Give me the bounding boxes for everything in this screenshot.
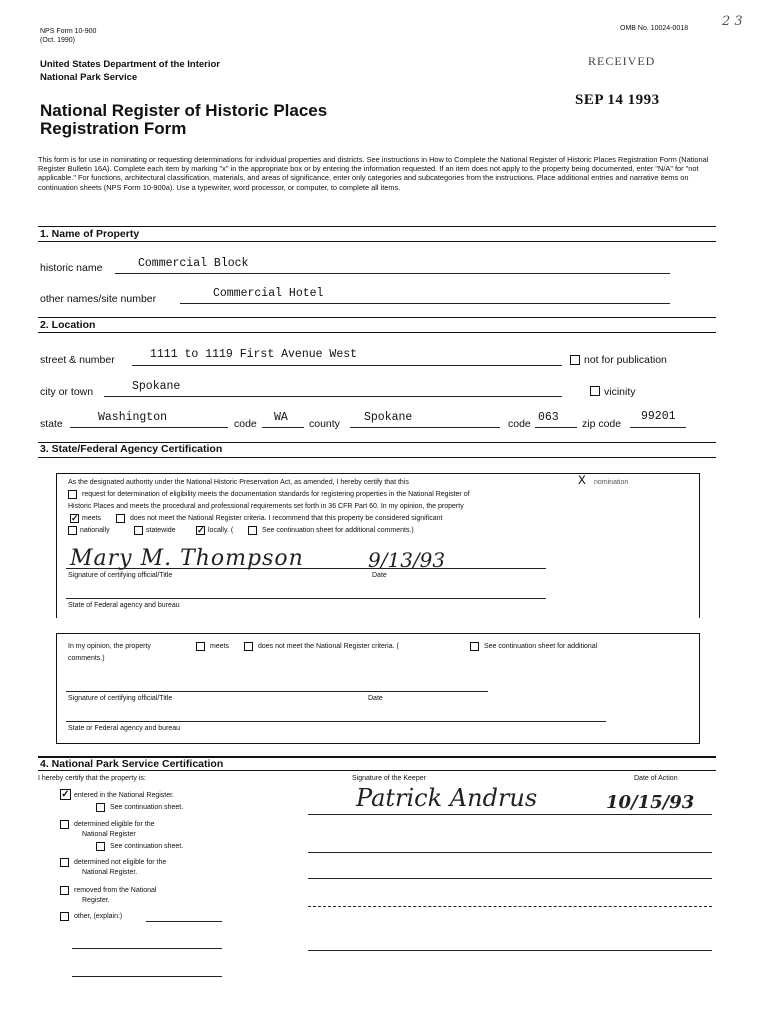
- signature-line-2: [66, 691, 488, 692]
- does-not-meet-label: does not meet the National Register criteria. I recommend that this property be considered significant: [130, 515, 443, 522]
- certification-date-value[interactable]: 9/13/93: [368, 548, 446, 572]
- county-code-line: [535, 427, 577, 428]
- removed-label-1: removed from the National: [74, 887, 157, 894]
- entered-label: entered in the National Register.: [74, 792, 175, 799]
- omb-number: OMB No. 10024-0018: [620, 25, 689, 32]
- eligible-label-2: National Register: [82, 831, 136, 838]
- keeper-line-5: [308, 950, 712, 951]
- agency-label-2: State or Federal agency and bureau: [68, 725, 181, 732]
- cert-line2: request for determination of eligibility meets the documentation standards for registering properties in the National Register of: [82, 491, 470, 498]
- historic-name-value[interactable]: Commercial Block: [138, 257, 249, 270]
- keeper-line-4: [308, 906, 712, 907]
- received-date-stamp: SEP 14 1993: [575, 92, 660, 108]
- vicinity-label: vicinity: [604, 386, 636, 398]
- opinion-meets-label: meets: [210, 643, 230, 650]
- state-code-value[interactable]: WA: [274, 411, 288, 424]
- other-names-line: [180, 303, 670, 304]
- continuation-sheet-label-2: See continuation sheet for additional: [484, 643, 598, 650]
- zip-label: zip code: [582, 418, 622, 430]
- not-for-publication-label: not for publication: [584, 354, 667, 366]
- request-determination-checkbox[interactable]: [68, 490, 77, 499]
- zip-value[interactable]: 99201: [641, 410, 676, 423]
- entered-continuation-label: See continuation sheet.: [110, 804, 184, 811]
- corner-mark: 2 3: [722, 14, 743, 29]
- vicinity-checkbox[interactable]: [590, 386, 600, 396]
- opinion-line2: comments.): [68, 655, 105, 662]
- date-of-action-value[interactable]: 10/15/93: [606, 792, 695, 813]
- cert-line3: Historic Places and meets the procedural and professional requirements set forth in 36 CFR Part 60. In my opinion, the property: [68, 503, 464, 510]
- not-eligible-checkbox[interactable]: [60, 858, 69, 867]
- historic-name-line: [115, 273, 670, 274]
- does-not-meet-checkbox[interactable]: [116, 514, 125, 523]
- county-value[interactable]: Spokane: [364, 411, 413, 424]
- eligible-continuation-label: See continuation sheet.: [110, 843, 184, 850]
- opinion-line1: In my opinion, the property: [68, 643, 151, 650]
- date-of-action-label: Date of Action: [634, 775, 678, 782]
- keeper-signature-label: Signature of the Keeper: [352, 775, 426, 782]
- opinion-meets-checkbox[interactable]: [196, 642, 205, 651]
- street-line: [132, 365, 562, 366]
- locally-label: locally. (: [208, 527, 234, 534]
- entered-checkbox[interactable]: ✓: [61, 789, 70, 800]
- service-name: National Park Service: [40, 72, 138, 83]
- section4-bottom-rule: [38, 770, 716, 771]
- explain-line-2: [72, 976, 222, 977]
- county-code-value[interactable]: 063: [538, 411, 559, 424]
- form-title-line1: National Register of Historic Places: [40, 101, 328, 120]
- removed-label-2: Register.: [82, 897, 110, 904]
- section2-top-rule: [38, 317, 716, 318]
- nationally-label: nationally: [80, 527, 110, 534]
- form-number: NPS Form 10-900: [40, 28, 97, 35]
- opinion-not-meet-checkbox[interactable]: [244, 642, 253, 651]
- removed-checkbox[interactable]: [60, 886, 69, 895]
- keeper-line-2: [308, 852, 712, 853]
- agency-line-2: [66, 721, 606, 722]
- meets-label: meets: [82, 515, 102, 522]
- agency-line-1: [66, 598, 546, 599]
- form-date: (Oct. 1990): [40, 37, 76, 44]
- keeper-signature[interactable]: Patrick Andrus: [356, 784, 538, 812]
- form-title-line2: Registration Form: [40, 119, 187, 138]
- section2-bottom-rule: [38, 332, 716, 333]
- other-names-label: other names/site number: [40, 293, 157, 305]
- county-label: county: [309, 418, 340, 430]
- explain-line-1: [72, 948, 222, 949]
- date-label-2: Date: [368, 695, 383, 702]
- keeper-line-3: [308, 878, 712, 879]
- other-checkbox[interactable]: [60, 912, 69, 921]
- certifying-official-signature[interactable]: Mary M. Thompson: [70, 546, 304, 571]
- eligible-checkbox[interactable]: [60, 820, 69, 829]
- not-eligible-label-2: National Register.: [82, 869, 138, 876]
- continuation-sheet-checkbox-1[interactable]: [248, 526, 257, 535]
- cert-nomination-mark[interactable]: X: [578, 473, 586, 488]
- keeper-line-1: [308, 814, 712, 815]
- opinion-not-meet-label: does not meet the National Register criteria. (: [258, 643, 399, 650]
- zip-line: [630, 427, 686, 428]
- state-code-label: code: [234, 418, 257, 430]
- street-label: street & number: [40, 354, 115, 366]
- state-code-line: [262, 427, 304, 428]
- statewide-label: statewide: [146, 527, 176, 534]
- received-stamp: RECEIVED: [588, 54, 656, 68]
- section1-bottom-rule: [38, 241, 716, 242]
- signature-label-1: Signature of certifying official/Title: [68, 572, 173, 579]
- cert-line1: As the designated authority under the National Historic Preservation Act, as amended, I hereby certify that this: [68, 479, 409, 486]
- nationally-checkbox[interactable]: [68, 526, 77, 535]
- continuation-sheet-label-1: See continuation sheet for additional comments.): [262, 527, 414, 534]
- eligible-continuation-checkbox[interactable]: [96, 842, 105, 851]
- county-code-label: code: [508, 418, 531, 430]
- other-explain-line: [146, 921, 222, 922]
- nps-intro: I hereby certify that the property is:: [38, 775, 146, 782]
- eligible-label-1: determined eligible for the: [74, 821, 155, 828]
- not-eligible-label-1: determined not eligible for the: [74, 859, 167, 866]
- county-line: [350, 427, 500, 428]
- statewide-checkbox[interactable]: [134, 526, 143, 535]
- city-line: [104, 396, 562, 397]
- not-for-publication-checkbox[interactable]: [570, 355, 580, 365]
- section4-heading: 4. National Park Service Certification: [40, 758, 224, 770]
- state-line: [70, 427, 228, 428]
- section2-heading: 2. Location: [40, 319, 96, 331]
- historic-name-label: historic name: [40, 262, 103, 274]
- section3-bottom-rule: [38, 457, 716, 458]
- signature-line-1: [66, 568, 546, 569]
- section1-heading: 1. Name of Property: [40, 228, 140, 240]
- continuation-sheet-checkbox-2[interactable]: [470, 642, 479, 651]
- city-label: city or town: [40, 386, 94, 398]
- section3-heading: 3. State/Federal Agency Certification: [40, 443, 223, 455]
- street-value[interactable]: 1111 to 1119 First Avenue West: [150, 348, 358, 361]
- section1-top-rule: [38, 226, 716, 227]
- entered-continuation-checkbox[interactable]: [96, 803, 105, 812]
- signature-label-2: Signature of certifying official/Title: [68, 695, 173, 702]
- department-name: United States Department of the Interior: [40, 59, 220, 70]
- city-value[interactable]: Spokane: [132, 380, 181, 393]
- date-label-1: Date: [372, 572, 387, 579]
- state-value[interactable]: Washington: [98, 411, 168, 424]
- cert-nomination-label: nomination: [594, 479, 629, 486]
- state-label: state: [40, 418, 63, 430]
- locally-checkbox[interactable]: ✓: [197, 525, 205, 535]
- other-names-value[interactable]: Commercial Hotel: [213, 287, 324, 300]
- intro-paragraph: This form is for use in nominating or requesting determinations for individual properties and districts. See instructions in How to Complete the National Register of Historic Places Registration Form (National Register Bulletin 16A). Complete each item by marking "x" in the appropriate box or by entering the information requested. If an item does not apply to the property being documented, enter "N/A" for "not applicable." For functions, architectural classification, materials, and areas of significance, enter only categories and subcategories from the instructions. Place additional entries and narrative items on continuation sheets (NPS Form 10-900a). Use a typewriter, word processor, or computer, to complete all items.: [38, 155, 709, 192]
- meets-checkbox[interactable]: ✓: [71, 513, 79, 523]
- agency-label-1: State of Federal agency and bureau: [68, 602, 180, 609]
- other-label: other, (explain:): [74, 913, 123, 920]
